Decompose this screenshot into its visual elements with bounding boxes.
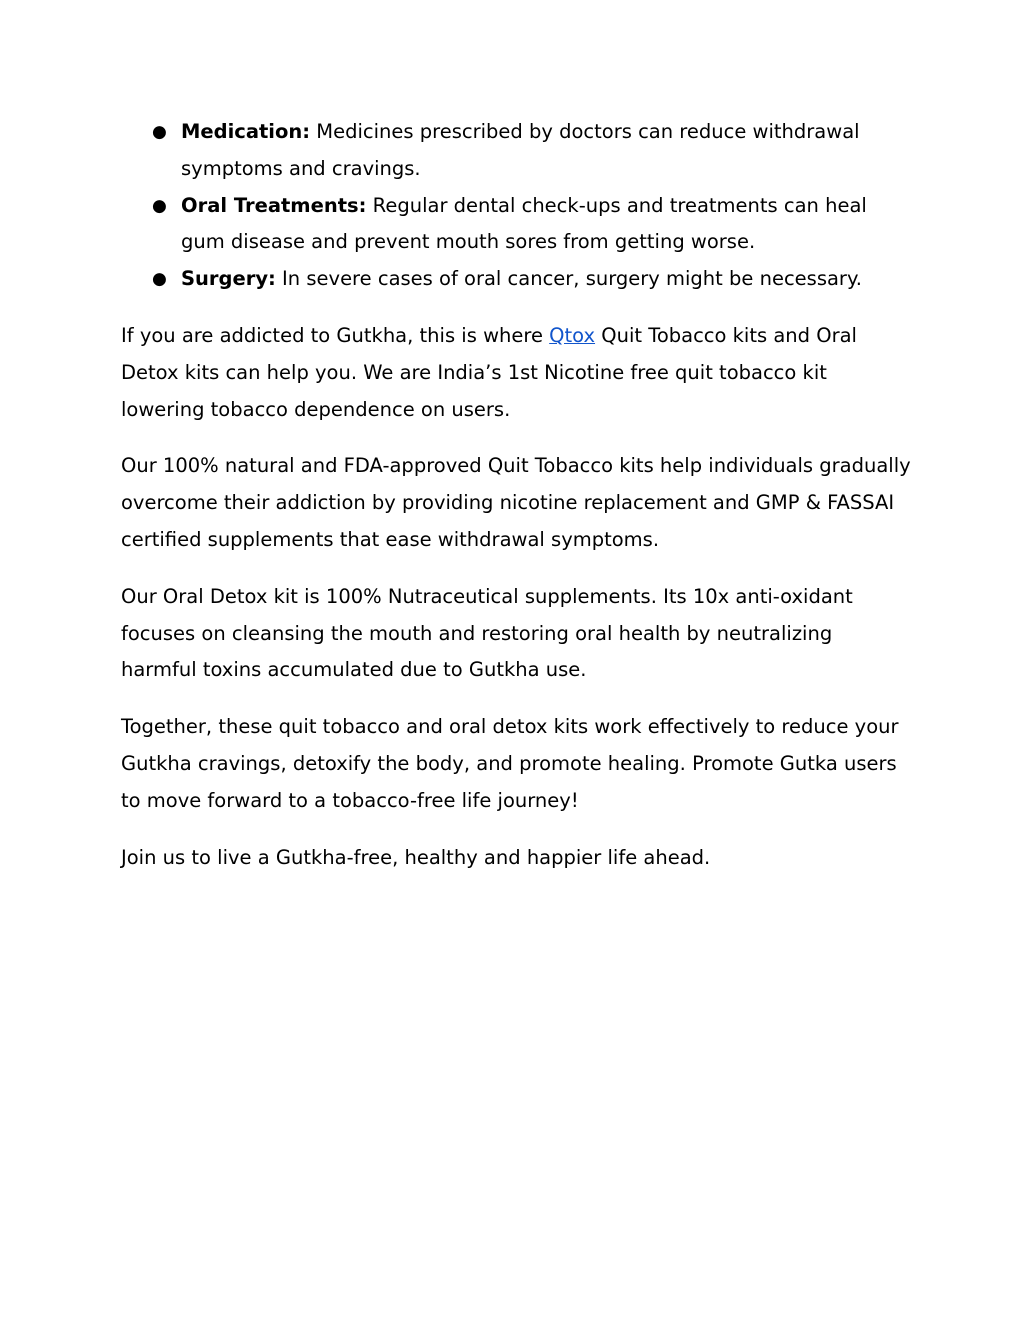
qtox-link[interactable]: Qtox <box>549 323 596 347</box>
paragraph-join: Join us to live a Gutkha-free, healthy and happier life ahead. <box>121 845 711 869</box>
bullet-icon: ● <box>152 269 167 290</box>
paragraph-text: Quit Tobacco kits and Oral Detox kits can help you. We are India’s 1st Nicotine free quit tobacco kit lowering tobacco dependence on users. <box>121 323 857 421</box>
bullet-icon: ● <box>152 195 167 216</box>
bullet-icon: ● <box>152 122 167 142</box>
list-item-medication <box>121 114 911 188</box>
document-body <box>121 114 911 876</box>
list-item-term: Medication: <box>181 120 311 143</box>
list-item-term: Oral Treatments: <box>181 193 367 217</box>
paragraph-natural-kits: Our 100% natural and FDA-approved Quit Tobacco kits help individuals gradually overcome their addiction by providing nicotine replacement and GMP & FASSAI certified supplements that ease withdrawal symptoms. <box>121 454 911 551</box>
list-item-term: Surgery: <box>181 267 276 291</box>
paragraph-qtox-intro <box>121 318 911 428</box>
list-item-oral-treatments <box>121 188 911 262</box>
treatment-list <box>121 114 911 298</box>
list-item-text: In severe cases of oral cancer, surgery might be necessary. <box>275 267 862 291</box>
list-item-surgery <box>121 261 911 298</box>
list-item-text: Regular dental check-ups and treatments can heal gum disease and prevent mouth sores from getting worse. <box>181 193 867 254</box>
list-item-text: Medicines prescribed by doctors can reduce withdrawal symptoms and cravings. <box>181 120 860 180</box>
paragraph-together: Together, these quit tobacco and oral detox kits work effectively to reduce your Gutkha cravings, detoxify the body, and promote healing. Promote Gutka users to move forward to a tobacco-free life journey! <box>121 715 899 812</box>
paragraph-text: If you are addicted to Gutkha, this is where <box>121 323 550 347</box>
paragraph-oral-detox: Our Oral Detox kit is 100% Nutraceutical supplements. Its 10x anti-oxidant focuses on cleansing the mouth and restoring oral health by neutralizing harmful toxins accumulated due to Gutkha use. <box>121 584 853 682</box>
